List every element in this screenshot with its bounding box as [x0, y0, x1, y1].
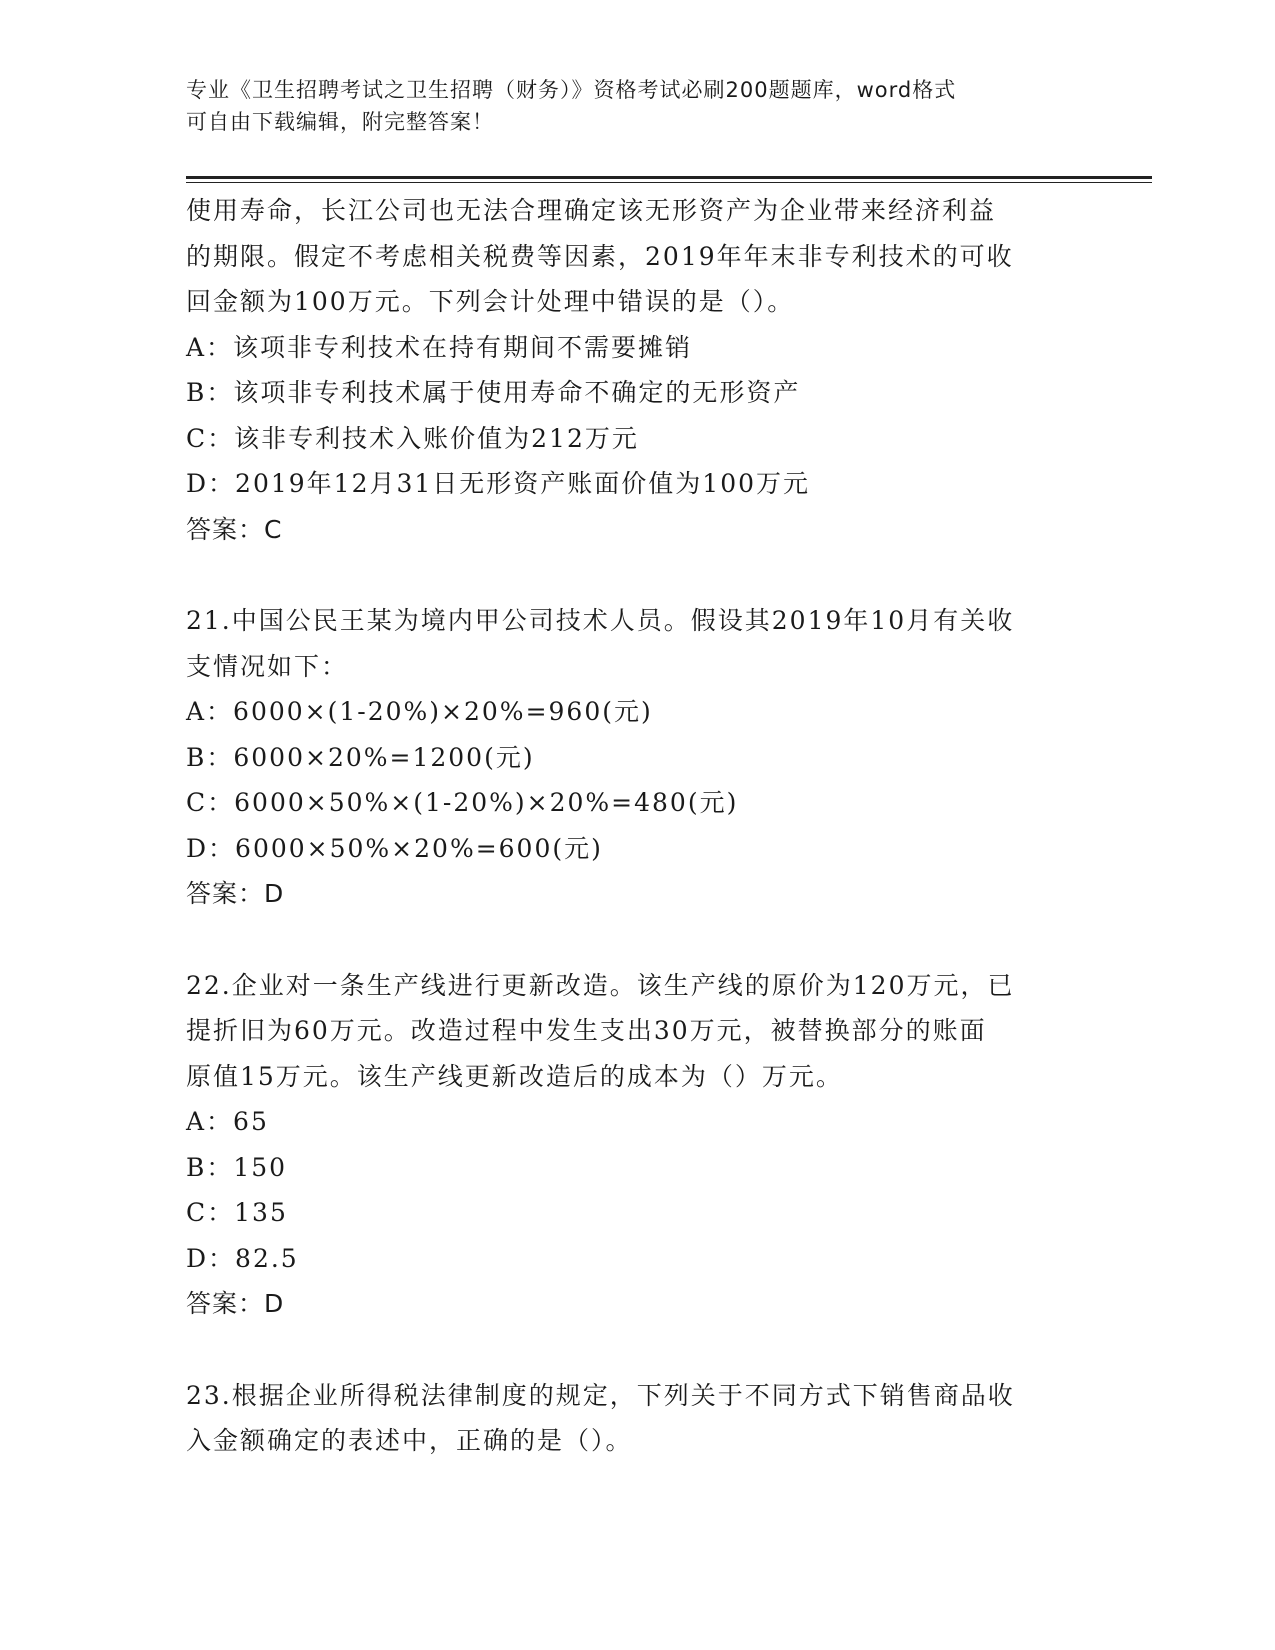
question-stem-line: 原值15万元。该生产线更新改造后的成本为（）万元。	[186, 1061, 843, 1091]
option-c: C：6000×50%×(1-20%)×20%=480(元)	[186, 788, 739, 817]
spacer	[186, 1327, 1086, 1373]
header-title-line-2: 可自由下载编辑，附完整答案！	[186, 110, 494, 134]
question-stem-line: 支情况如下：	[186, 651, 349, 681]
header-title-line-1: 专业《卫生招聘考试之卫生招聘（财务）》资格考试必刷200题题库，word格式	[186, 78, 957, 102]
question-stem-line: 的期限。假定不考虑相关税费等因素，2019年年末非专利技术的可收	[186, 241, 1014, 271]
option-b: B：150	[186, 1152, 288, 1182]
option-b: B：该项非专利技术属于使用寿命不确定的无形资产	[186, 378, 801, 407]
document-body	[186, 188, 1086, 1464]
document-header	[186, 74, 1086, 138]
spacer	[186, 552, 1086, 598]
option-b: B：6000×20%=1200(元)	[186, 742, 535, 772]
question-stem-line: 入金额确定的表述中，正确的是（）。	[186, 1426, 633, 1455]
answer-line: 答案：D	[186, 879, 285, 908]
option-d: D：82.5	[186, 1243, 299, 1273]
question-23	[186, 1373, 1086, 1464]
question-22	[186, 963, 1086, 1327]
answer-line: 答案：D	[186, 1289, 285, 1318]
option-a: A：65	[186, 1107, 269, 1136]
question-stem-line: 提折旧为60万元。改造过程中发生支出30万元，被替换部分的账面	[186, 1016, 987, 1045]
header-divider-thick	[186, 176, 1152, 179]
spacer	[186, 917, 1086, 963]
option-a: A：6000×(1-20%)×20%=960(元)	[186, 697, 653, 726]
answer-line: 答案：C	[186, 514, 283, 544]
question-stem-line: 23.根据企业所得税法律制度的规定，下列关于不同方式下销售商品收	[186, 1380, 1015, 1410]
question-stem-line: 22.企业对一条生产线进行更新改造。该生产线的原价为120万元，已	[186, 970, 1015, 1000]
option-c: C：135	[186, 1198, 288, 1227]
question-20	[186, 188, 1086, 552]
header-divider-thin	[186, 182, 1152, 183]
question-stem-line: 回金额为100万元。下列会计处理中错误的是（）。	[186, 287, 795, 316]
option-d: D：2019年12月31日无形资产账面价值为100万元	[186, 469, 811, 498]
option-a: A：该项非专利技术在持有期间不需要摊销	[186, 332, 693, 362]
option-c: C：该非专利技术入账价值为212万元	[186, 423, 639, 453]
question-21	[186, 598, 1086, 917]
question-stem-line: 21.中国公民王某为境内甲公司技术人员。假设其2019年10月有关收	[186, 606, 1015, 635]
question-stem-line: 使用寿命，长江公司也无法合理确定该无形资产为企业带来经济利益	[186, 196, 997, 225]
option-d: D：6000×50%×20%=600(元)	[186, 833, 603, 863]
